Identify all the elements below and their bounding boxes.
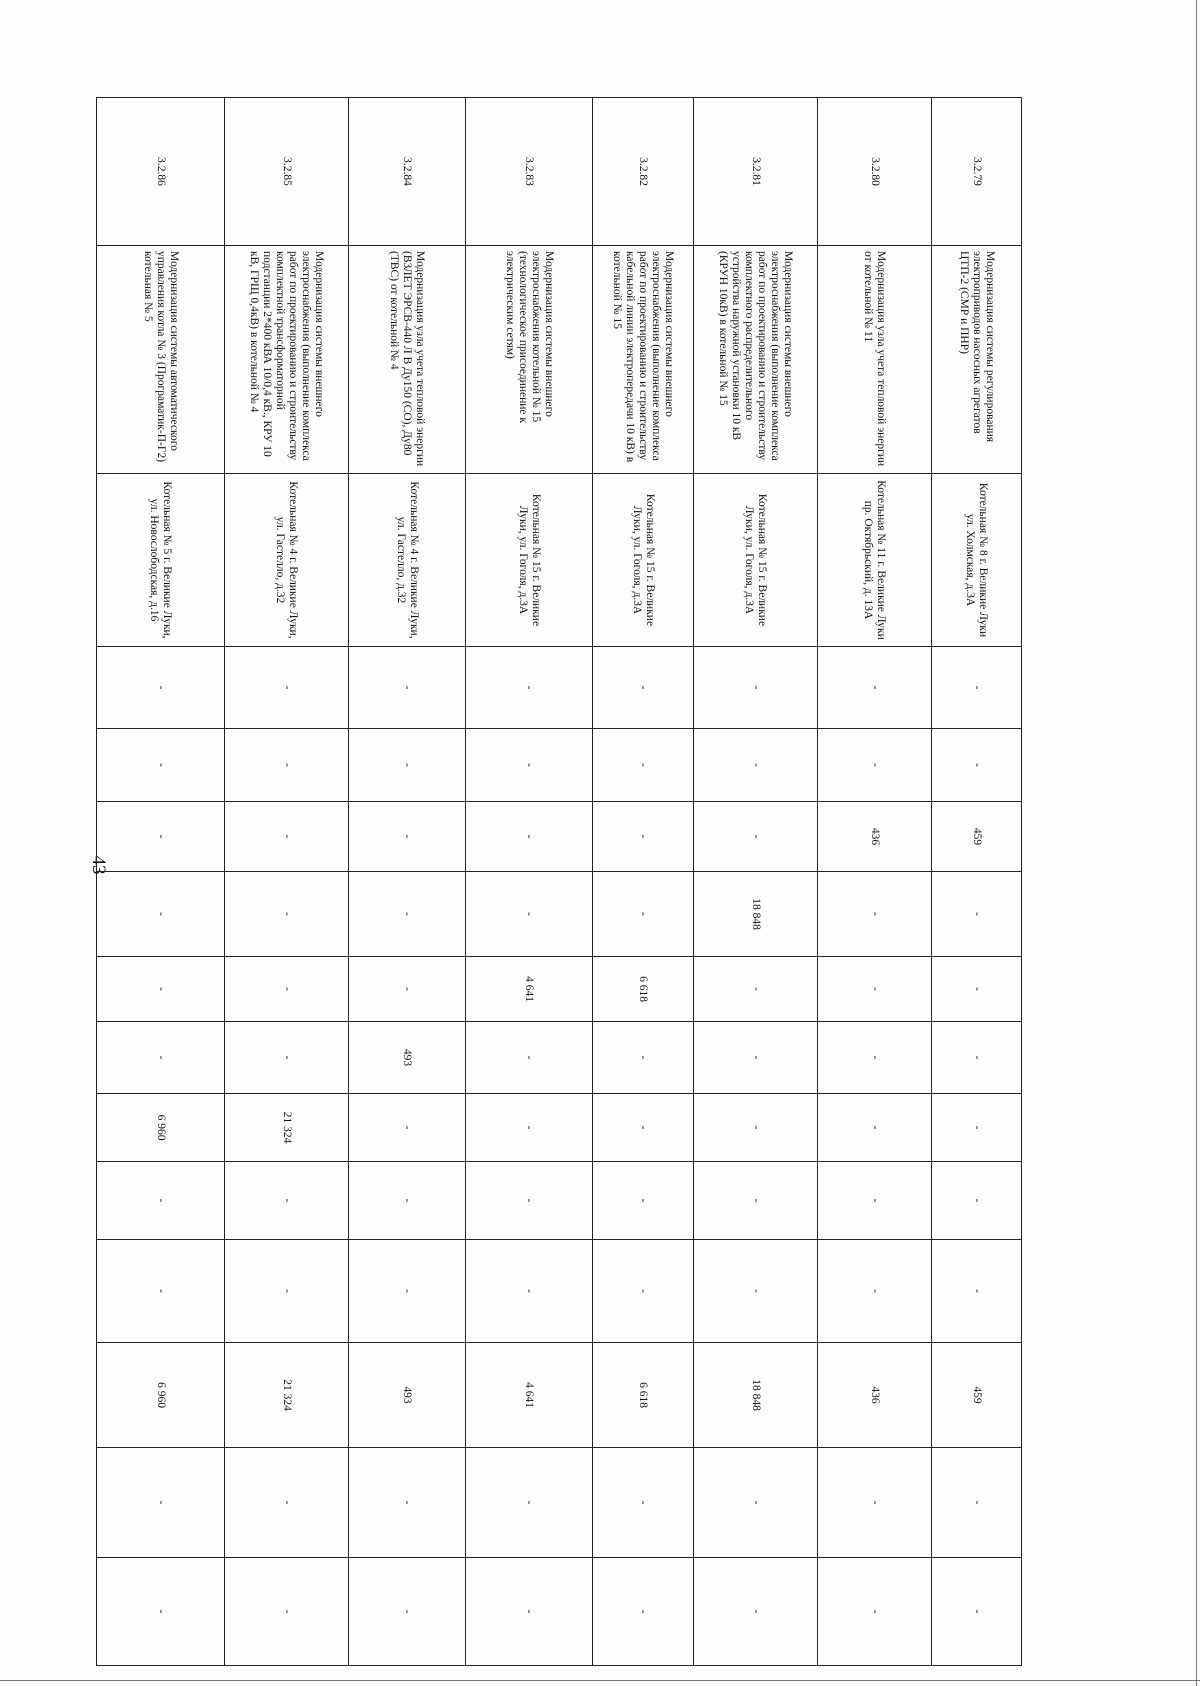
- value-cell: -: [349, 1448, 466, 1558]
- location: Котельная № 4 г. Великие Луки, ул. Гастелло, д.32: [225, 474, 349, 647]
- location: Котельная № 8 г. Великие Луки ул. Холмская, д.3А: [932, 474, 1022, 647]
- value-cell: 6 960: [97, 1094, 225, 1162]
- value-cell: -: [593, 647, 694, 729]
- value-cell: -: [593, 729, 694, 802]
- table-row: [466, 98, 593, 1666]
- value-cell: -: [349, 1094, 466, 1162]
- value-cell: 6 618: [593, 1343, 694, 1448]
- value-cell: -: [932, 1022, 1022, 1094]
- value-cell: -: [97, 872, 225, 957]
- page-number: 43: [88, 855, 109, 875]
- value-cell: 21 324: [225, 1094, 349, 1162]
- value-cell: 4 641: [466, 1343, 593, 1448]
- value-cell: 21 324: [225, 1343, 349, 1448]
- value-cell: -: [466, 729, 593, 802]
- value-cell: 493: [349, 1343, 466, 1448]
- measure-name: Модернизация системы внешнего электроснабжения (выполнение комплекса работ по проектированию и строительству комплектной трансформаторной подстанции 2*400 кВА 10/0,4 кВ., КРУ 10 кВ, ГРЩ 0,4кВ) в котельной № 4: [225, 246, 349, 474]
- value-cell: 18 848: [694, 1343, 818, 1448]
- rotated-table-area: [96, 97, 1022, 1665]
- value-cell: -: [818, 647, 932, 729]
- row-number: 3.2.86: [97, 98, 225, 246]
- value-cell: -: [466, 1240, 593, 1343]
- value-cell: -: [694, 802, 818, 872]
- value-cell: -: [694, 957, 818, 1022]
- value-cell: -: [694, 1558, 818, 1666]
- row-number: 3.2.83: [466, 98, 593, 246]
- value-cell: -: [694, 1022, 818, 1094]
- value-cell: -: [97, 1162, 225, 1240]
- location: Котельная № 15 г. Великие Луки, ул. Гоголя, д.3А: [466, 474, 593, 647]
- table-row: [97, 98, 225, 1666]
- scan-edge-bottom: [0, 1680, 1200, 1681]
- value-cell: -: [818, 1558, 932, 1666]
- value-cell: -: [466, 802, 593, 872]
- value-cell: -: [593, 802, 694, 872]
- value-cell: -: [818, 729, 932, 802]
- measure-name: Модернизация системы регулирования электроприводов насосных агрегатов ЦТП-2 (СМР и ПНР): [932, 246, 1022, 474]
- value-cell: -: [97, 957, 225, 1022]
- investment-table: [96, 97, 1022, 1666]
- value-cell: 493: [349, 1022, 466, 1094]
- measure-name: Модернизация узла учета тепловой энергии от котельной № 11: [818, 246, 932, 474]
- value-cell: -: [349, 872, 466, 957]
- row-number: 3.2.81: [694, 98, 818, 246]
- row-number: 3.2.82: [593, 98, 694, 246]
- value-cell: -: [225, 1240, 349, 1343]
- measure-name: Модернизация системы внешнего электроснабжения котельной № 15 (технологическое присоединение к электрическим сетям): [466, 246, 593, 474]
- value-cell: -: [932, 872, 1022, 957]
- value-cell: -: [694, 1094, 818, 1162]
- value-cell: -: [225, 647, 349, 729]
- value-cell: -: [97, 802, 225, 872]
- value-cell: -: [466, 647, 593, 729]
- value-cell: -: [932, 957, 1022, 1022]
- row-number: 3.2.84: [349, 98, 466, 246]
- value-cell: -: [349, 1240, 466, 1343]
- table-row: [349, 98, 466, 1666]
- row-number: 3.2.85: [225, 98, 349, 246]
- value-cell: -: [932, 729, 1022, 802]
- value-cell: 436: [818, 802, 932, 872]
- measure-name: Модернизация системы внешнего электроснабжения (выполнение комплекса работ по проектированию и строительству комплектного распределительного устройства наружной установки 10 кВ (КРУН 10кВ) в котельной № 15: [694, 246, 818, 474]
- value-cell: -: [818, 1448, 932, 1558]
- value-cell: -: [932, 1448, 1022, 1558]
- row-number: 3.2.79: [932, 98, 1022, 246]
- value-cell: -: [225, 729, 349, 802]
- value-cell: -: [593, 872, 694, 957]
- value-cell: -: [818, 957, 932, 1022]
- value-cell: -: [818, 1162, 932, 1240]
- value-cell: -: [466, 1162, 593, 1240]
- value-cell: -: [349, 729, 466, 802]
- value-cell: 6 960: [97, 1343, 225, 1448]
- value-cell: -: [593, 1162, 694, 1240]
- table-row: [818, 98, 932, 1666]
- value-cell: -: [225, 1558, 349, 1666]
- value-cell: 459: [932, 802, 1022, 872]
- value-cell: -: [932, 1162, 1022, 1240]
- value-cell: -: [694, 1162, 818, 1240]
- row-number: 3.2.80: [818, 98, 932, 246]
- value-cell: 4 641: [466, 957, 593, 1022]
- value-cell: -: [932, 1094, 1022, 1162]
- location: Котельная № 11 г. Великие Луки пр. Октябрьский, д. 13А: [818, 474, 932, 647]
- value-cell: -: [97, 729, 225, 802]
- value-cell: -: [349, 647, 466, 729]
- value-cell: -: [593, 1240, 694, 1343]
- value-cell: -: [466, 1558, 593, 1666]
- value-cell: -: [466, 1022, 593, 1094]
- table-row: [593, 98, 694, 1666]
- value-cell: -: [349, 1162, 466, 1240]
- value-cell: 18 848: [694, 872, 818, 957]
- value-cell: -: [593, 1558, 694, 1666]
- value-cell: -: [818, 1240, 932, 1343]
- value-cell: -: [694, 1448, 818, 1558]
- location: Котельная № 15 г. Великие Луки, ул. Гоголя, д.3А: [694, 474, 818, 647]
- value-cell: -: [97, 1558, 225, 1666]
- location: Котельная № 5 г. Великие Луки, ул. Новослободская, д.16: [97, 474, 225, 647]
- value-cell: -: [466, 1448, 593, 1558]
- value-cell: -: [97, 647, 225, 729]
- value-cell: -: [225, 1448, 349, 1558]
- value-cell: -: [225, 1022, 349, 1094]
- value-cell: -: [593, 1094, 694, 1162]
- value-cell: -: [466, 872, 593, 957]
- measure-name: Модернизация системы автоматического управления котла № 3 (Програматик-П-Г2) котельная № 5: [97, 246, 225, 474]
- value-cell: 6 618: [593, 957, 694, 1022]
- value-cell: 459: [932, 1343, 1022, 1448]
- value-cell: -: [593, 1022, 694, 1094]
- location: Котельная № 4 г. Великие Луки, ул. Гастелло, д.32: [349, 474, 466, 647]
- value-cell: -: [97, 1448, 225, 1558]
- value-cell: -: [593, 1448, 694, 1558]
- measure-name: Модернизация системы внешнего электроснабжения (выполнение комплекса работ по проектированию и строительству кабельной линии электропередачи 10 кВ) в котельной № 15: [593, 246, 694, 474]
- value-cell: -: [694, 729, 818, 802]
- table-row: [694, 98, 818, 1666]
- value-cell: 436: [818, 1343, 932, 1448]
- value-cell: -: [694, 1240, 818, 1343]
- scan-edge-right: [1196, 0, 1197, 1686]
- value-cell: -: [932, 1240, 1022, 1343]
- value-cell: -: [97, 1240, 225, 1343]
- table-row: [932, 98, 1022, 1666]
- value-cell: -: [225, 957, 349, 1022]
- value-cell: -: [225, 872, 349, 957]
- value-cell: -: [225, 802, 349, 872]
- value-cell: -: [97, 1022, 225, 1094]
- value-cell: -: [818, 1022, 932, 1094]
- value-cell: -: [466, 1094, 593, 1162]
- table-row: [225, 98, 349, 1666]
- location: Котельная № 15 г. Великие Луки, ул. Гоголя, д.3А: [593, 474, 694, 647]
- value-cell: -: [932, 647, 1022, 729]
- value-cell: -: [818, 872, 932, 957]
- value-cell: -: [225, 1162, 349, 1240]
- value-cell: -: [349, 1558, 466, 1666]
- value-cell: -: [349, 957, 466, 1022]
- value-cell: -: [349, 802, 466, 872]
- value-cell: -: [932, 1558, 1022, 1666]
- measure-name: Модернизация узла учета тепловой энергии (ВЗЛЕТ ЭРСВ-440 Л В Ду150 (СО), Ду80 (ТВС) от котельной № 4: [349, 246, 466, 474]
- value-cell: -: [694, 647, 818, 729]
- value-cell: -: [818, 1094, 932, 1162]
